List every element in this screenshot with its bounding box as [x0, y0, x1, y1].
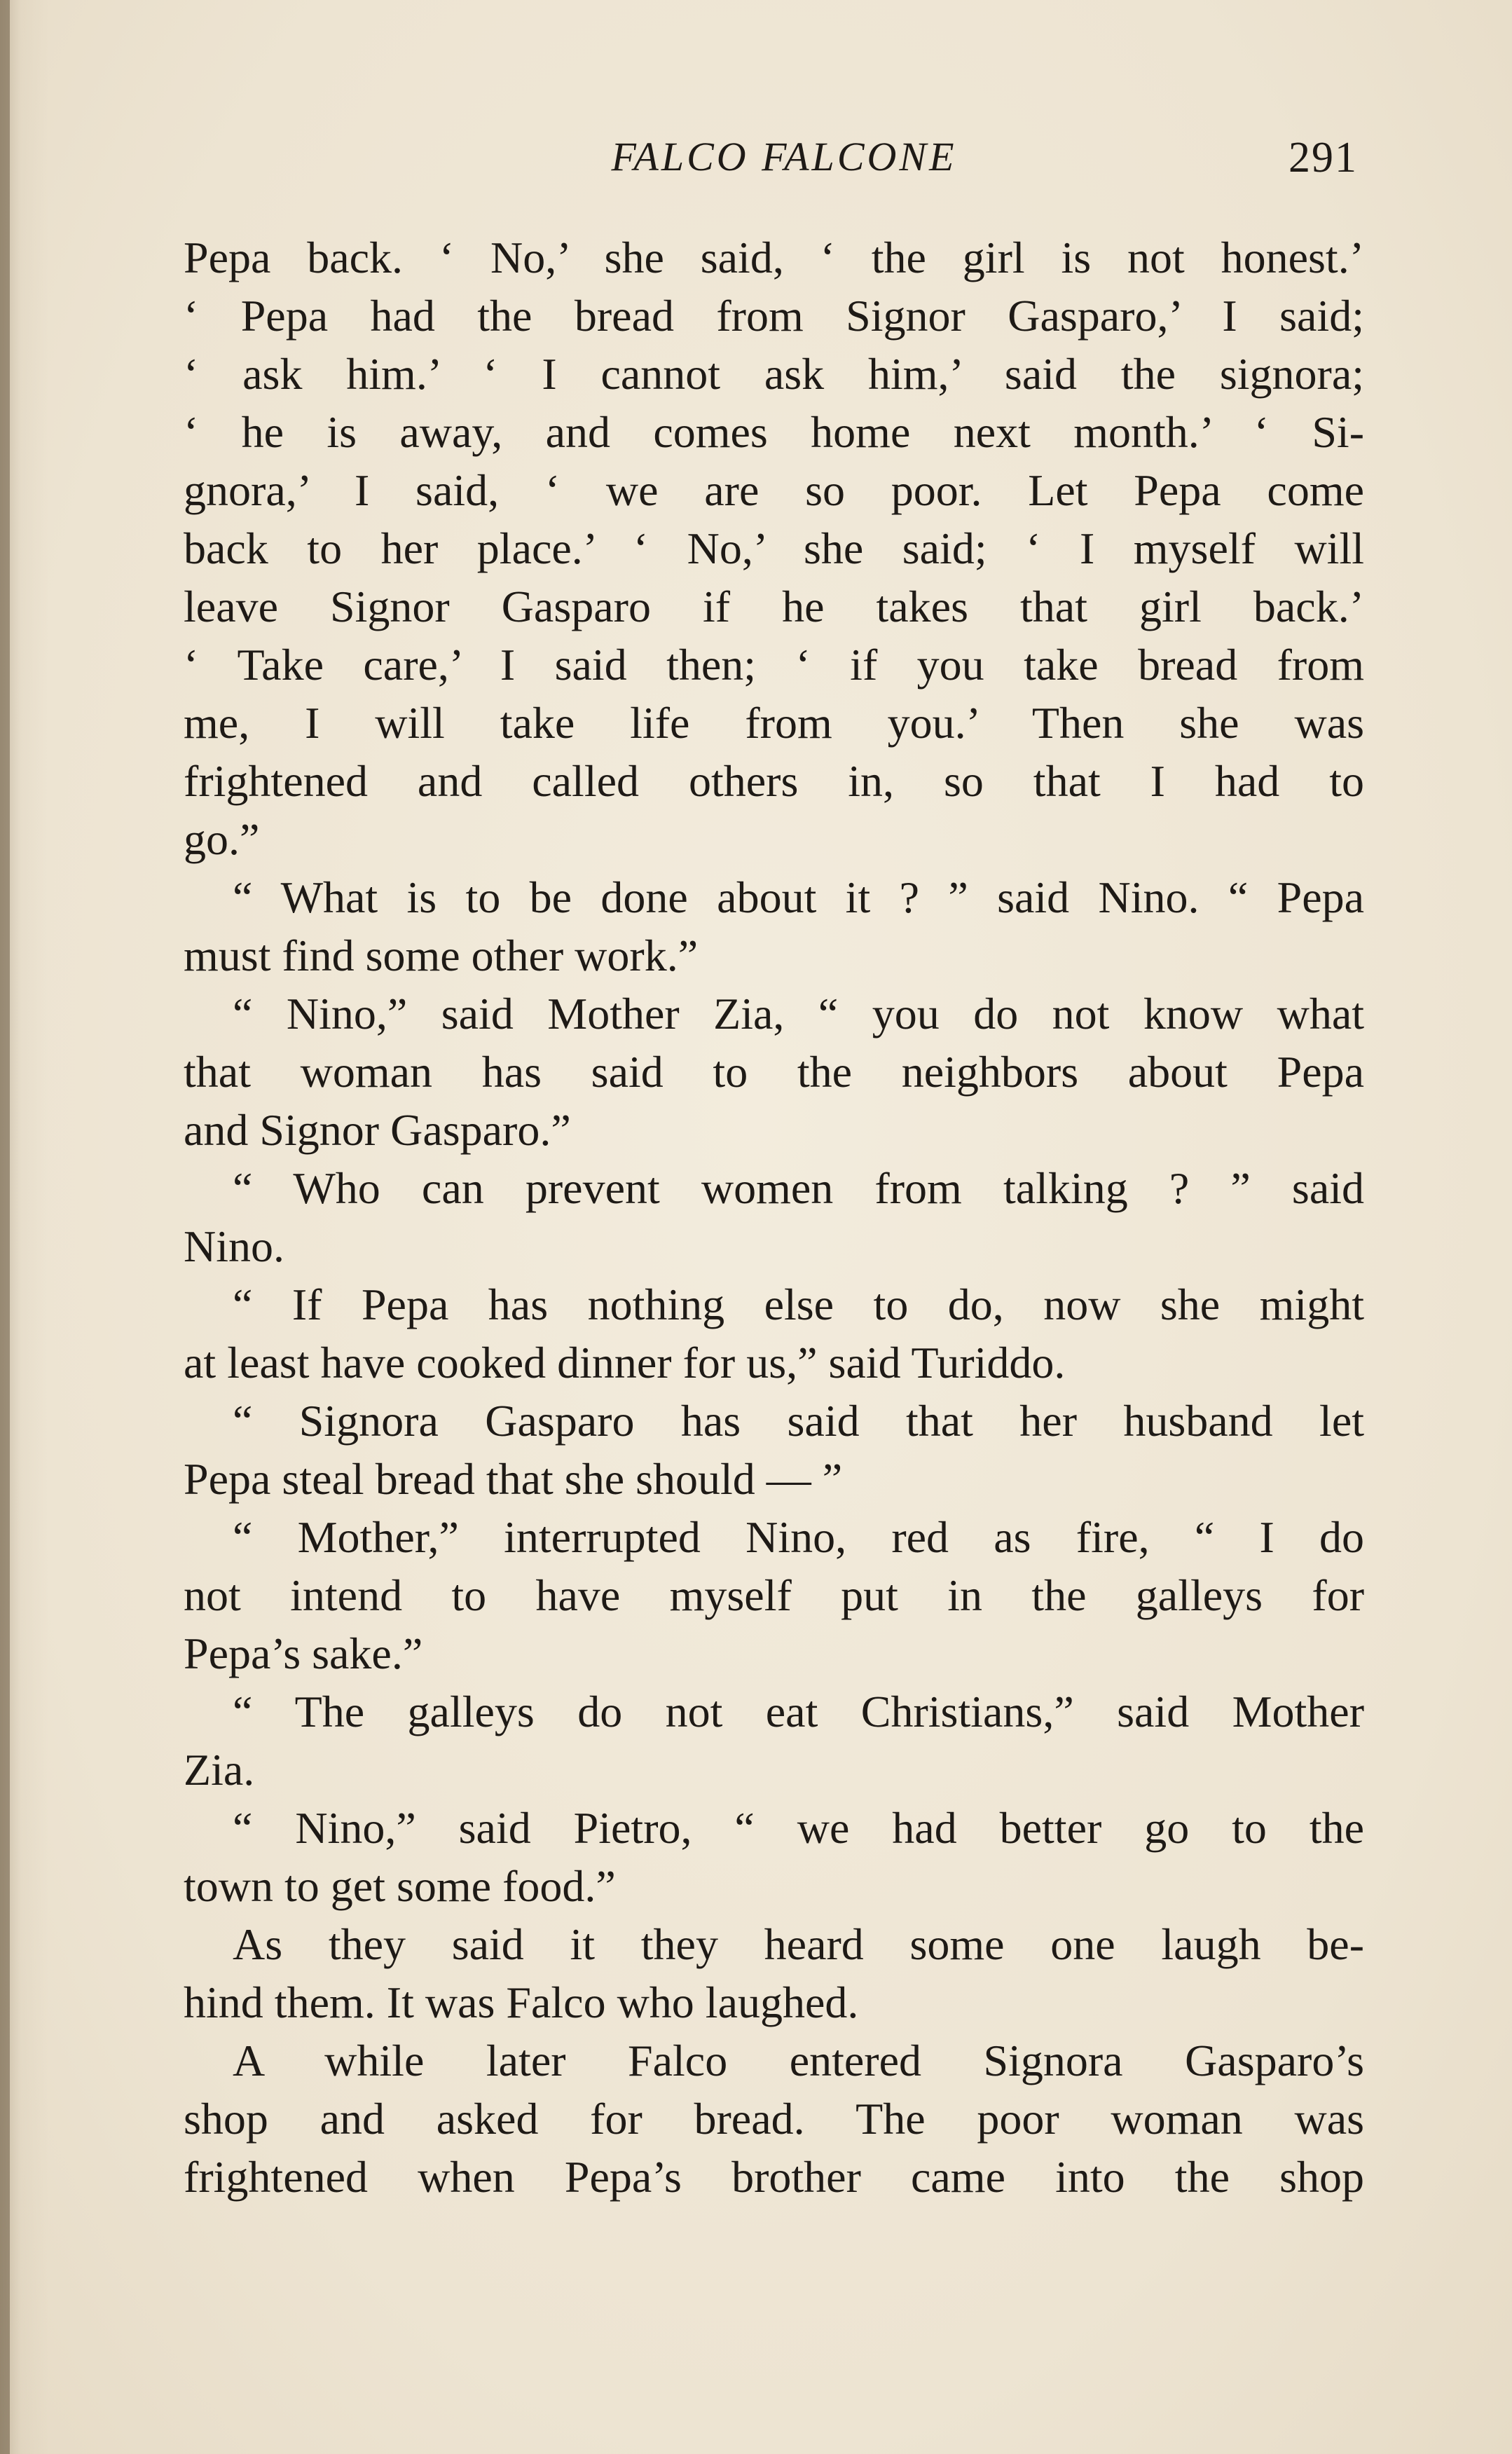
text-line: must find some other work.”: [184, 931, 699, 980]
text-line: Pepa back. ‘ No,’ she said, ‘ the girl is not honest.’: [184, 233, 1364, 282]
text-line: hind them. It was Falco who laughed.: [184, 1977, 859, 2027]
text-line: and Signor Gasparo.”: [184, 1105, 571, 1155]
text-line: gnora,’ I said, ‘ we are so poor. Let Pepa come: [184, 465, 1364, 515]
text-line: Pepa’s sake.”: [184, 1629, 423, 1678]
text-line: at least have cooked dinner for us,” said Turiddo.: [184, 1338, 1066, 1387]
text-line: ‘ Pepa had the bread from Signor Gasparo,’ I said;: [184, 291, 1364, 341]
text-line: “ What is to be done about it ? ” said Nino. “ Pepa: [233, 872, 1364, 922]
text-line: go.”: [184, 814, 260, 864]
text-line: ‘ Take care,’ I said then; ‘ if you take bread from: [184, 640, 1364, 690]
body-text: [184, 228, 1364, 2206]
text-line: “ Mother,” interrupted Nino, red as fire, “ I do: [233, 1512, 1364, 1562]
running-head: [182, 133, 1358, 182]
page-number: 291: [1288, 134, 1358, 181]
text-line: Nino.: [184, 1221, 284, 1271]
text-line: A while later Falco entered Signora Gasparo’s: [233, 2036, 1364, 2085]
text-line: “ Nino,” said Mother Zia, “ you do not know what: [233, 989, 1364, 1039]
text-line: frightened and called others in, so that I had to: [184, 756, 1364, 806]
text-line: back to her place.’ ‘ No,’ she said; ‘ I myself will: [184, 523, 1364, 573]
text-line: leave Signor Gasparo if he takes that girl back.’: [184, 582, 1364, 631]
text-line: me, I will take life from you.’ Then she was: [184, 698, 1364, 748]
running-title: FALCO FALCONE: [611, 134, 957, 179]
page-spine-edge: [0, 0, 10, 2454]
text-line: As they said it they heard some one laugh be-: [233, 1919, 1364, 1969]
text-line: shop and asked for bread. The poor woman was: [184, 2094, 1364, 2144]
text-line: ‘ ask him.’ ‘ I cannot ask him,’ said the signora;: [184, 349, 1364, 399]
text-line: town to get some food.”: [184, 1861, 616, 1911]
text-line: ‘ he is away, and comes home next month.’ ‘ Si-: [184, 407, 1364, 457]
text-line: “ Nino,” said Pietro, “ we had better go to the: [233, 1803, 1364, 1853]
text-line: “ Who can prevent women from talking ? ” said: [233, 1163, 1364, 1213]
text-line: Pepa steal bread that she should — ”: [184, 1454, 843, 1504]
text-line: “ The galleys do not eat Christians,” said Mother: [233, 1687, 1364, 1736]
text-line: not intend to have myself put in the galleys for: [184, 1570, 1364, 1620]
text-line: frightened when Pepa’s brother came into the shop: [184, 2152, 1364, 2202]
text-line: Zia.: [184, 1745, 255, 1795]
text-line: that woman has said to the neighbors about Pepa: [184, 1047, 1364, 1097]
text-line: “ If Pepa has nothing else to do, now she might: [233, 1280, 1364, 1329]
text-line: “ Signora Gasparo has said that her husband let: [233, 1396, 1364, 1446]
